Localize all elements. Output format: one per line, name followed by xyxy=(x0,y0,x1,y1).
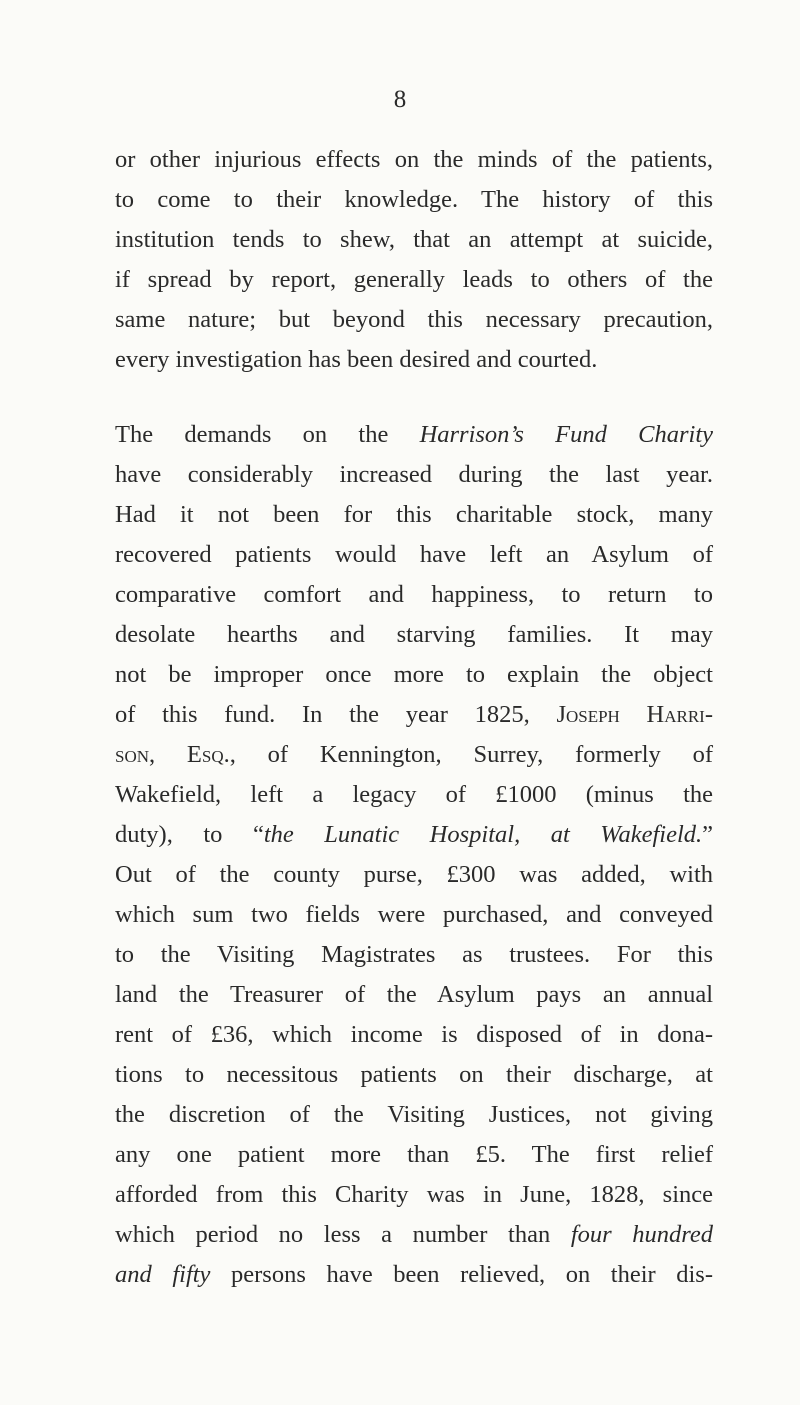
text-line: son, Esq., of Kennington, Surrey, formerly of xyxy=(115,741,713,768)
text-line: every investigation has been desired and courted. xyxy=(115,346,598,373)
text-line: to the Visiting Magistrates as trustees. For this xyxy=(115,941,713,968)
italic-text: and fifty xyxy=(115,1261,211,1288)
italic-text: the Lunatic Hospital, at Wakefield. xyxy=(263,821,703,848)
text-line: and fifty persons have been relieved, on their dis- xyxy=(115,1261,713,1288)
text-line: if spread by report, generally leads to others of the xyxy=(115,266,713,293)
text-line: of this fund. In the year 1825, Joseph Harri- xyxy=(115,701,713,728)
text-line: recovered patients would have left an Asylum of xyxy=(115,541,713,568)
text-line: tions to necessitous patients on their discharge, at xyxy=(115,1061,713,1088)
page-number: 8 xyxy=(393,86,407,113)
text-line: rent of £36, which income is disposed of in dona- xyxy=(115,1021,713,1048)
text-line: afforded from this Charity was in June, 1828, since xyxy=(115,1181,713,1208)
text-line: any one patient more than £5. The first relief xyxy=(115,1141,713,1168)
text-line: desolate hearths and starving families. It may xyxy=(115,621,713,648)
text-line: the discretion of the Visiting Justices, not giving xyxy=(115,1101,713,1128)
text-line: land the Treasurer of the Asylum pays an annual xyxy=(115,981,713,1008)
text-line: comparative comfort and happiness, to return to xyxy=(115,581,713,608)
text-line: Wakefield, left a legacy of £1000 (minus the xyxy=(115,781,713,808)
text-line: which sum two fields were purchased, and conveyed xyxy=(115,901,713,928)
text-line: to come to their knowledge. The history of this xyxy=(115,186,713,213)
paragraph-2 xyxy=(115,415,713,1295)
text-line: Had it not been for this charitable stock, many xyxy=(115,501,713,528)
text-line: institution tends to shew, that an attempt at suicide, xyxy=(115,226,713,253)
text-line: The demands on the Harrison’s Fund Charity xyxy=(115,421,713,448)
text-line: Out of the county purse, £300 was added, with xyxy=(115,861,713,888)
paragraph-1 xyxy=(115,140,713,380)
text-line: same nature; but beyond this necessary precaution, xyxy=(115,306,713,333)
text-line: which period no less a number than four hundred xyxy=(115,1221,714,1248)
text-line: have considerably increased during the last year. xyxy=(115,461,713,488)
text-line: or other injurious effects on the minds of the patients, xyxy=(115,146,713,173)
italic-text: four hundred xyxy=(570,1221,714,1248)
text-line: duty), to “the Lunatic Hospital, at Wakefield.” xyxy=(115,821,713,848)
text-line: not be improper once more to explain the object xyxy=(115,661,713,688)
small-caps-name: son, Esq. xyxy=(115,741,230,768)
small-caps-name: Joseph Harri- xyxy=(556,701,713,728)
italic-text: Harrison’s Fund Charity xyxy=(419,421,713,448)
